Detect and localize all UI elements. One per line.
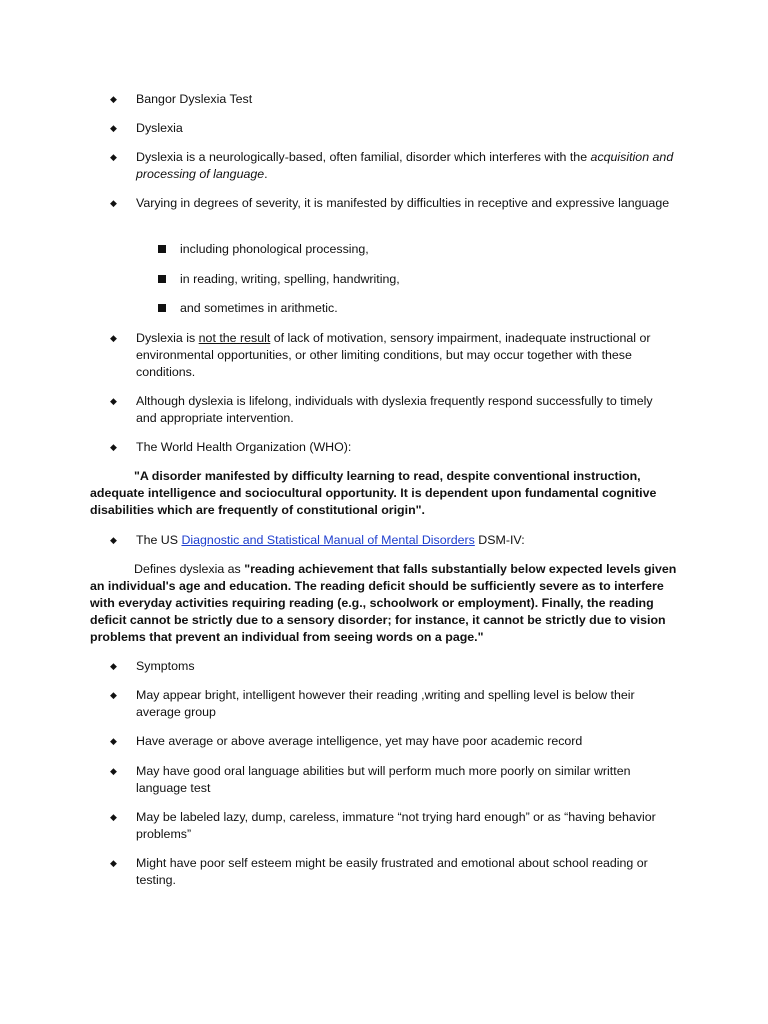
diamond-bullet-icon: ◆ <box>110 535 117 545</box>
list-item <box>110 91 676 108</box>
diamond-bullet-icon: ◆ <box>110 94 117 104</box>
diamond-bullet-icon: ◆ <box>110 333 117 343</box>
list-item <box>110 195 676 212</box>
symptom-text: May appear bright, intelligent however their reading ,writing and spelling level is below their average group <box>136 688 635 719</box>
diamond-bullet-icon: ◆ <box>110 690 117 700</box>
definition-end: . <box>264 167 268 181</box>
symptom-text: May have good oral language abilities but will perform much more poorly on similar written language test <box>136 764 631 795</box>
list-item <box>110 439 676 456</box>
symptoms-label: Symptoms <box>136 659 195 673</box>
diamond-bullet-icon: ◆ <box>110 152 117 162</box>
who-label: The World Health Organization (WHO): <box>136 440 352 454</box>
diamond-bullet-icon: ◆ <box>110 198 117 208</box>
list-item <box>110 120 676 137</box>
sub-item-text: including phonological processing, <box>180 242 369 256</box>
us-suffix: DSM-IV: <box>474 533 525 547</box>
sub-item-text: and sometimes in arithmetic. <box>180 301 338 315</box>
list-item <box>110 330 676 381</box>
symptom-text: Might have poor self esteem might be easily frustrated and emotional about school reading or testing. <box>136 856 648 887</box>
dsm-intro: Defines dyslexia as <box>134 562 245 576</box>
list-item <box>110 658 676 675</box>
list-item <box>110 393 676 427</box>
diamond-bullet-icon: ◆ <box>110 736 117 746</box>
not-result-underlined: not the result <box>198 331 271 345</box>
sub-list-item <box>180 300 660 317</box>
symptom-text: May be labeled lazy, dump, careless, immature “not trying hard enough” or as “having behavior problems” <box>136 810 656 841</box>
diamond-bullet-icon: ◆ <box>110 123 117 133</box>
sub-list-item <box>180 271 660 288</box>
diamond-bullet-icon: ◆ <box>110 858 117 868</box>
symptom-item <box>110 855 676 889</box>
square-bullet-icon <box>158 275 166 283</box>
dsm-link[interactable]: Diagnostic and Statistical Manual of Mental Disorders <box>181 533 475 547</box>
sub-item-text: in reading, writing, spelling, handwriting, <box>180 272 400 286</box>
varying-text: Varying <box>136 196 181 210</box>
diamond-bullet-icon: ◆ <box>110 661 117 671</box>
symptom-item <box>110 763 676 797</box>
diamond-bullet-icon: ◆ <box>110 766 117 776</box>
diamond-bullet-icon: ◆ <box>110 442 117 452</box>
symptom-item <box>110 809 676 843</box>
sub-list-item <box>180 241 660 258</box>
symptom-text: Have average or above average intelligence, yet may have poor academic record <box>136 734 583 748</box>
doc-heading: Dyslexia <box>136 121 183 135</box>
not-result-rest: of lack of motivation, sensory impairment, inadequate instructional or environmental opportunities, or other limiting conditions, but may occur together with these conditions. <box>136 331 651 379</box>
dsm-quote: "reading achievement that falls substantially below expected levels given an individual's age and education. The reading deficit should be sufficiently severe as to interfere with everyday activities requiring reading (e.g., schoolwork or employment). Finally, the reading deficit cannot be strictly due to a sensory disorder; for instance, it cannot be strictly due to vision problems that prevent an individual from seeing words on a page." <box>90 562 677 644</box>
diamond-bullet-icon: ◆ <box>110 812 117 822</box>
square-bullet-icon <box>158 245 166 253</box>
diamond-bullet-icon: ◆ <box>110 396 117 406</box>
varying-rest: , it is manifested by difficulties in receptive and expressive language <box>297 196 670 210</box>
symptom-item <box>110 733 676 750</box>
definition-italic: acquisition and processing of language <box>136 150 674 181</box>
varying-emphasis: in degrees of severity <box>180 196 298 210</box>
list-item <box>110 149 676 183</box>
doc-title: Bangor Dyslexia Test <box>136 92 253 106</box>
us-text: The US <box>136 533 182 547</box>
square-bullet-icon <box>158 304 166 312</box>
list-item <box>110 532 676 549</box>
who-quote: "A disorder manifested by difficulty learning to read, despite conventional instruction, adequate intelligence and sociocultural opportunity. It is dependent upon fundamental cognitive disabilities which are frequently of constitutional origin". <box>90 469 657 517</box>
definition-text: Dyslexia is a neurologically-based, often familial, disorder which interferes with the <box>136 150 591 164</box>
not-result-text: Dyslexia is <box>136 331 199 345</box>
lifelong-text: Although dyslexia is lifelong, individuals with dyslexia frequently respond successfully to timely and appropriate intervention. <box>136 394 653 425</box>
dsm-definition <box>90 561 680 646</box>
symptom-item <box>110 687 676 721</box>
